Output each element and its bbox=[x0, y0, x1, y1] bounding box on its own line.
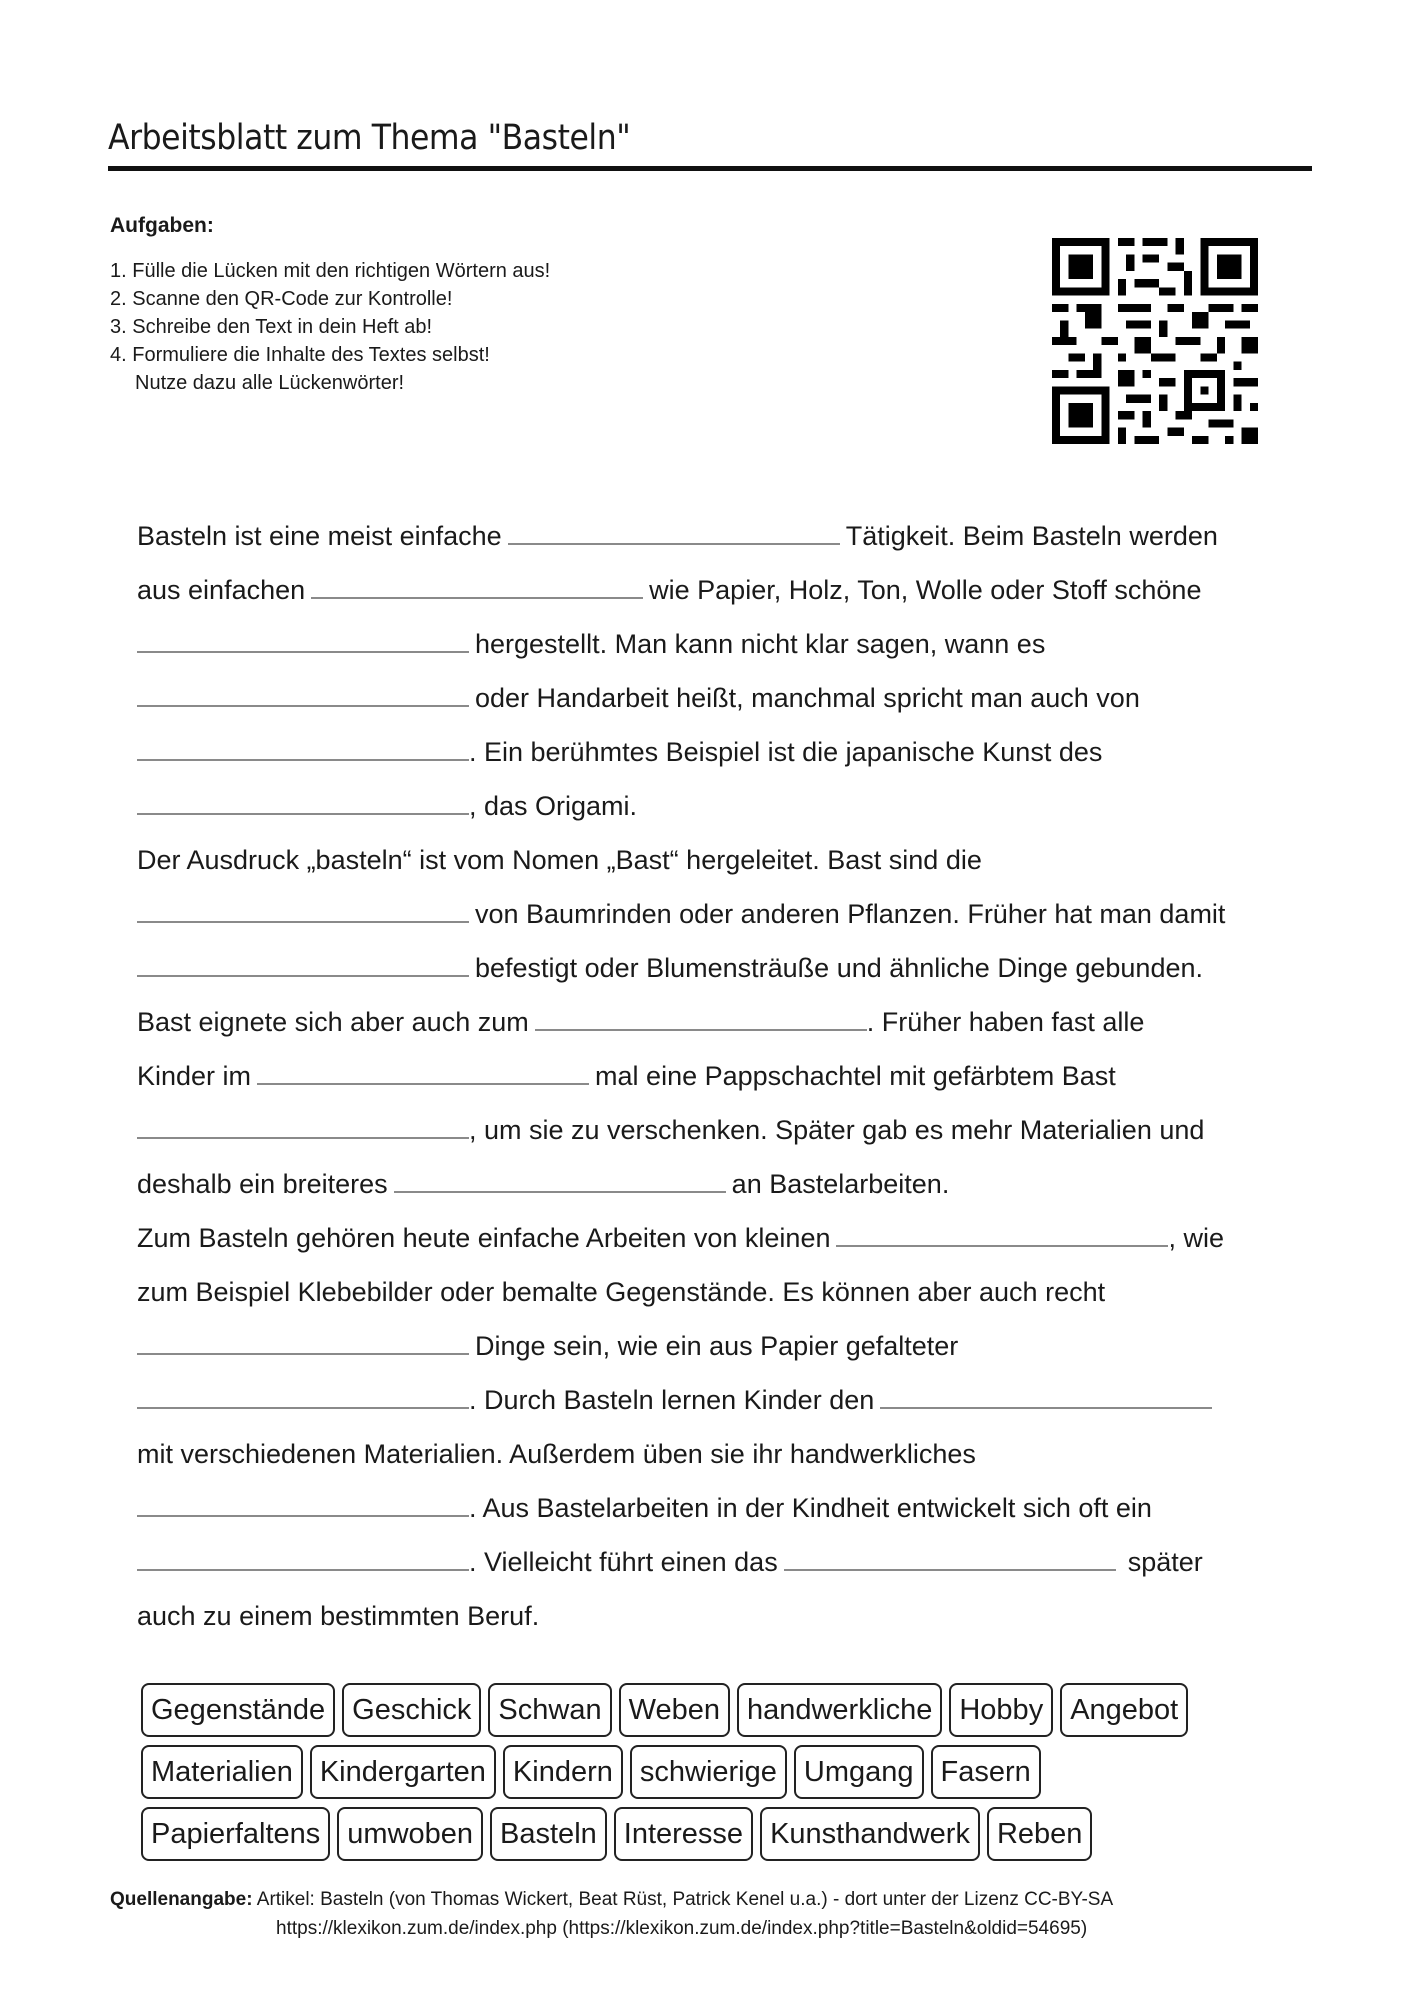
text-segment: . Vielleicht führt einen das bbox=[469, 1547, 778, 1577]
word-tile[interactable]: handwerkliche bbox=[737, 1683, 942, 1737]
text-line bbox=[137, 1589, 1287, 1643]
text-segment: zum Beispiel Klebebilder oder bemalte Gegenstände. Es können aber auch recht bbox=[137, 1277, 1106, 1307]
text-segment: . Ein berühmtes Beispiel ist die japanische Kunst des bbox=[469, 737, 1103, 767]
text-segment: oder Handarbeit heißt, manchmal spricht man auch von bbox=[475, 683, 1140, 713]
text-segment: mit verschiedenen Materialien. Außerdem üben sie ihr handwerkliches bbox=[137, 1439, 976, 1469]
text-segment: Der Ausdruck „basteln“ ist vom Nomen „Bast“ hergeleitet. Bast sind die bbox=[137, 845, 982, 875]
word-tile[interactable]: Fasern bbox=[931, 1745, 1041, 1799]
source-attribution bbox=[110, 1885, 1113, 1943]
text-segment: Zum Basteln gehören heute einfache Arbeiten von kleinen bbox=[137, 1223, 831, 1253]
blank-16[interactable] bbox=[880, 1381, 1212, 1409]
text-segment: von Baumrinden oder anderen Pflanzen. Früher hat man damit bbox=[475, 899, 1226, 929]
text-line bbox=[137, 941, 1287, 995]
word-tile[interactable]: Weben bbox=[619, 1683, 730, 1737]
blank-2[interactable] bbox=[311, 571, 643, 599]
blank-13[interactable] bbox=[836, 1219, 1168, 1247]
text-segment: Tätigkeit. Beim Basteln werden bbox=[845, 521, 1218, 551]
task-item-1: 1. Fülle die Lücken mit den richtigen Wörtern aus! bbox=[110, 260, 551, 282]
text-line bbox=[137, 563, 1287, 617]
word-tile[interactable]: Hobby bbox=[949, 1683, 1053, 1737]
text-line bbox=[137, 887, 1287, 941]
blank-15[interactable] bbox=[137, 1381, 469, 1409]
word-tile[interactable]: Papierfaltens bbox=[141, 1807, 330, 1861]
tasks-heading: Aufgaben: bbox=[110, 214, 214, 237]
task-item-4: 4. Formuliere die Inhalte des Textes selbst! bbox=[110, 344, 490, 366]
text-segment: deshalb ein breiteres bbox=[137, 1169, 388, 1199]
text-line bbox=[137, 725, 1287, 779]
word-tile[interactable]: umwoben bbox=[337, 1807, 483, 1861]
blank-6[interactable] bbox=[137, 787, 469, 815]
text-segment: , das Origami. bbox=[469, 791, 638, 821]
word-tile[interactable]: schwierige bbox=[630, 1745, 787, 1799]
text-segment: Kinder im bbox=[137, 1061, 252, 1091]
text-line bbox=[137, 1535, 1287, 1589]
blank-19[interactable] bbox=[784, 1543, 1116, 1571]
word-tile[interactable]: Interesse bbox=[614, 1807, 753, 1861]
blank-3[interactable] bbox=[137, 625, 469, 653]
text-segment: Dinge sein, wie ein aus Papier gefalteter bbox=[475, 1331, 959, 1361]
text-segment: . Früher haben fast alle bbox=[866, 1007, 1145, 1037]
text-segment: auch zu einem bestimmten Beruf. bbox=[137, 1601, 540, 1631]
word-tile[interactable]: Geschick bbox=[342, 1683, 481, 1737]
blank-4[interactable] bbox=[137, 679, 469, 707]
text-line bbox=[137, 1319, 1287, 1373]
blank-10[interactable] bbox=[257, 1057, 589, 1085]
text-line bbox=[137, 617, 1287, 671]
source-label: Quellenangabe: bbox=[110, 1889, 253, 1910]
title-divider bbox=[108, 166, 1312, 171]
source-link[interactable]: https://klexikon.zum.de/index.php (https://klexikon.zum.de/index.php?title=Basteln&oldid=54695) bbox=[276, 1918, 1088, 1939]
text-line bbox=[137, 1157, 1287, 1211]
text-segment: , wie bbox=[1168, 1223, 1225, 1253]
word-tile[interactable]: Gegenstände bbox=[141, 1683, 335, 1737]
blank-1[interactable] bbox=[508, 517, 840, 545]
blank-14[interactable] bbox=[137, 1327, 469, 1355]
text-segment: hergestellt. Man kann nicht klar sagen, wann es bbox=[475, 629, 1046, 659]
text-segment: Bast eignete sich aber auch zum bbox=[137, 1007, 529, 1037]
page-title: Arbeitsblatt zum Thema "Basteln" bbox=[108, 118, 631, 158]
text-line bbox=[137, 671, 1287, 725]
text-segment: . Aus Bastelarbeiten in der Kindheit entwickelt sich oft ein bbox=[469, 1493, 1152, 1523]
task-item-2: 2. Scanne den QR-Code zur Kontrolle! bbox=[110, 288, 453, 310]
word-tile[interactable]: Umgang bbox=[794, 1745, 924, 1799]
word-tile[interactable]: Reben bbox=[987, 1807, 1092, 1861]
word-tile[interactable]: Kindern bbox=[503, 1745, 623, 1799]
word-bank bbox=[141, 1683, 1291, 1869]
blank-7[interactable] bbox=[137, 895, 469, 923]
qr-code-icon[interactable] bbox=[1052, 238, 1258, 444]
text-line bbox=[137, 1373, 1287, 1427]
text-line bbox=[137, 995, 1287, 1049]
text-line bbox=[137, 833, 1287, 887]
text-segment: befestigt oder Blumensträuße und ähnliche Dinge gebunden. bbox=[475, 953, 1203, 983]
word-tile[interactable]: Kunsthandwerk bbox=[760, 1807, 980, 1861]
blank-8[interactable] bbox=[137, 949, 469, 977]
blank-17[interactable] bbox=[137, 1489, 469, 1517]
source-line-1 bbox=[110, 1885, 1113, 1914]
word-tile[interactable]: Basteln bbox=[490, 1807, 607, 1861]
text-segment: Basteln ist eine meist einfache bbox=[137, 521, 502, 551]
blank-12[interactable] bbox=[394, 1165, 726, 1193]
text-segment: mal eine Pappschachtel mit gefärbtem Bast bbox=[595, 1061, 1116, 1091]
blank-18[interactable] bbox=[137, 1543, 469, 1571]
word-tile[interactable]: Materialien bbox=[141, 1745, 303, 1799]
text-line bbox=[137, 1103, 1287, 1157]
text-line bbox=[137, 779, 1287, 833]
text-segment: wie Papier, Holz, Ton, Wolle oder Stoff schöne bbox=[649, 575, 1202, 605]
text-line bbox=[137, 1049, 1287, 1103]
text-segment: später bbox=[1127, 1547, 1203, 1577]
task-item-4-continued: Nutze dazu alle Lückenwörter! bbox=[135, 372, 405, 394]
word-tile[interactable]: Schwan bbox=[488, 1683, 611, 1737]
text-segment: aus einfachen bbox=[137, 575, 306, 605]
text-segment: . Durch Basteln lernen Kinder den bbox=[469, 1385, 875, 1415]
cloze-text bbox=[137, 509, 1287, 1643]
task-list bbox=[110, 257, 550, 397]
task-item-3: 3. Schreibe den Text in dein Heft ab! bbox=[110, 316, 433, 338]
text-segment: an Bastelarbeiten. bbox=[731, 1169, 950, 1199]
word-tile[interactable]: Kindergarten bbox=[310, 1745, 496, 1799]
text-segment: , um sie zu verschenken. Später gab es mehr Materialien und bbox=[469, 1115, 1205, 1145]
blank-9[interactable] bbox=[535, 1003, 867, 1031]
text-line bbox=[137, 1211, 1287, 1265]
word-bank-row bbox=[141, 1807, 1291, 1861]
word-bank-row bbox=[141, 1745, 1291, 1799]
source-text: Artikel: Basteln (von Thomas Wickert, Beat Rüst, Patrick Kenel u.a.) - dort unter der Lizenz CC-BY-SA bbox=[256, 1889, 1114, 1910]
text-line bbox=[137, 1427, 1287, 1481]
word-tile[interactable]: Angebot bbox=[1060, 1683, 1188, 1737]
blank-11[interactable] bbox=[137, 1111, 469, 1139]
text-line bbox=[137, 509, 1287, 563]
blank-5[interactable] bbox=[137, 733, 469, 761]
word-bank-row bbox=[141, 1683, 1291, 1737]
text-line bbox=[137, 1481, 1287, 1535]
text-line bbox=[137, 1265, 1287, 1319]
